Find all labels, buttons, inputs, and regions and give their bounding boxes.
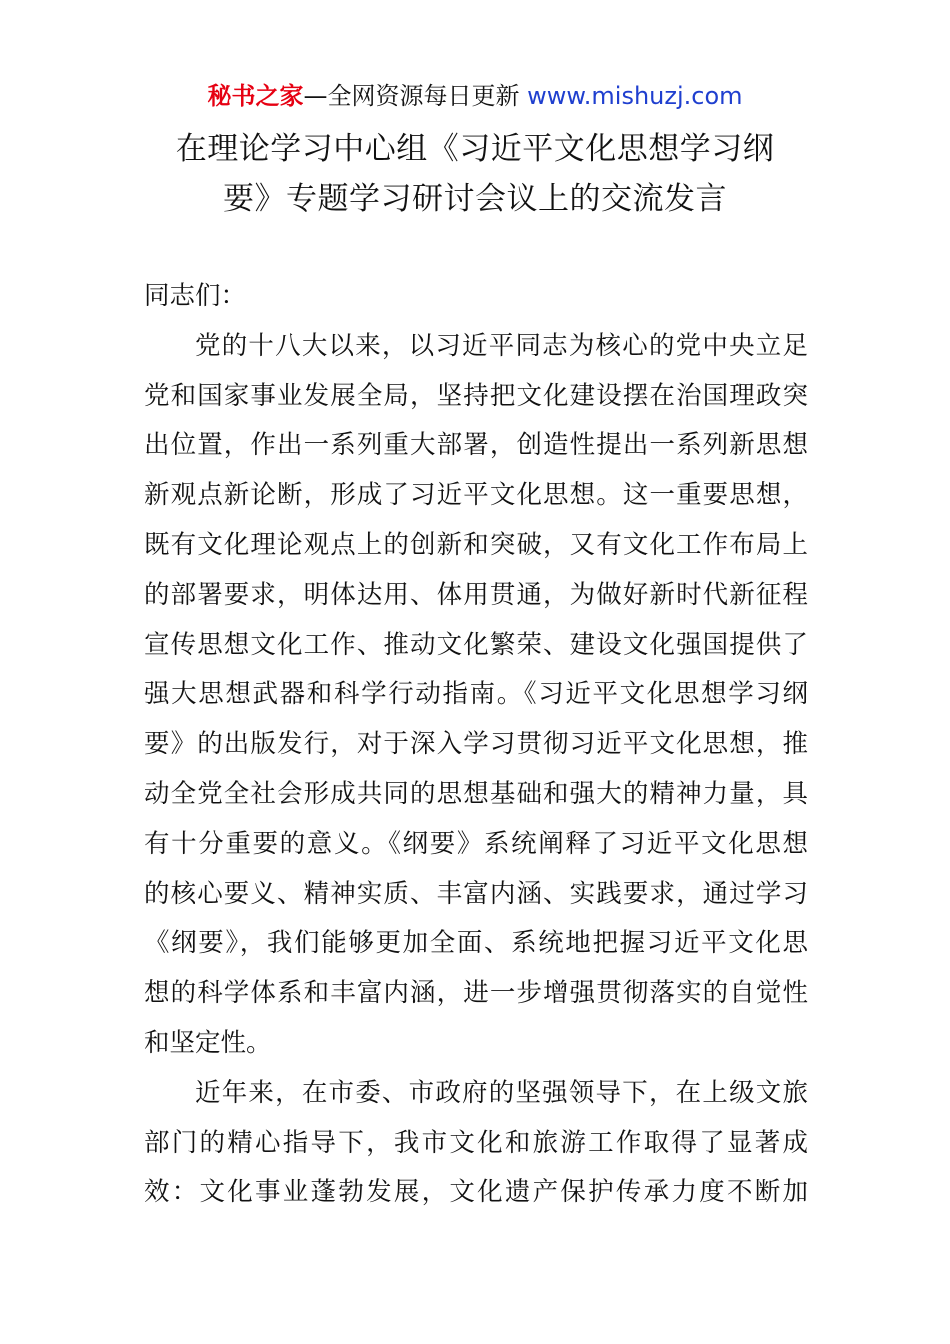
text-line: 动全党全社会形成共同的思想基础和强大的精神力量，具 <box>144 778 808 809</box>
text-line: 想的科学体系和丰富内涵，进一步增强贯彻落实的自觉性 <box>144 978 808 1009</box>
salutation: 同志们： <box>144 281 247 311</box>
text-line: 新观点新论断，形成了习近平文化思想。这一重要思想， <box>144 480 808 511</box>
text-line: 《纲要》，我们能够更加全面、系统地把握习近平文化思 <box>144 928 808 959</box>
text-line: 的核心要义、精神实质、丰富内涵、实践要求，通过学习 <box>144 878 808 909</box>
text-line: 强大思想武器和科学行动指南。《习近平文化思想学习纲 <box>144 679 808 710</box>
site-brand: 秘书之家 <box>207 82 304 110</box>
text-line: 要》的出版发行，对于深入学习贯彻习近平文化思想，推 <box>144 729 808 760</box>
paragraph-2 <box>144 1069 808 1218</box>
text-line: 党和国家事业发展全局，坚持把文化建设摆在治国理政突 <box>144 380 808 411</box>
document-title <box>120 124 830 224</box>
site-slogan: —全网资源每日更新 <box>303 82 528 110</box>
text-line: 效：文化事业蓬勃发展，文化遗产保护传承力度不断加 <box>144 1177 808 1208</box>
text-line: 出位置，作出一系列重大部署，创造性提出一系列新思想 <box>144 430 808 461</box>
document-body <box>144 272 808 1218</box>
text-line: 和坚定性。 <box>144 1027 272 1058</box>
text-line: 的部署要求，明体达用、体用贯通，为做好新时代新征程 <box>144 579 808 610</box>
title-line: 要》专题学习研讨会议上的交流发言 <box>223 181 727 217</box>
text-line: 既有文化理论观点上的创新和突破，又有文化工作布局上 <box>144 529 808 560</box>
text-line: 部门的精心指导下，我市文化和旅游工作取得了显著成 <box>144 1127 808 1158</box>
text-line: 有十分重要的意义。《纲要》系统阐释了习近平文化思想 <box>144 828 808 859</box>
paragraph-1 <box>144 322 808 1069</box>
site-header <box>0 78 950 114</box>
title-line: 在理论学习中心组《习近平文化思想学习纲 <box>175 131 775 167</box>
site-url-link[interactable]: www.mishuzj.com <box>527 82 743 110</box>
text-line: 近年来，在市委、市政府的坚强领导下，在上级文旅 <box>195 1077 808 1108</box>
text-line: 党的十八大以来，以习近平同志为核心的党中央立足 <box>195 330 808 361</box>
text-line: 宣传思想文化工作、推动文化繁荣、建设文化强国提供了 <box>144 629 808 660</box>
